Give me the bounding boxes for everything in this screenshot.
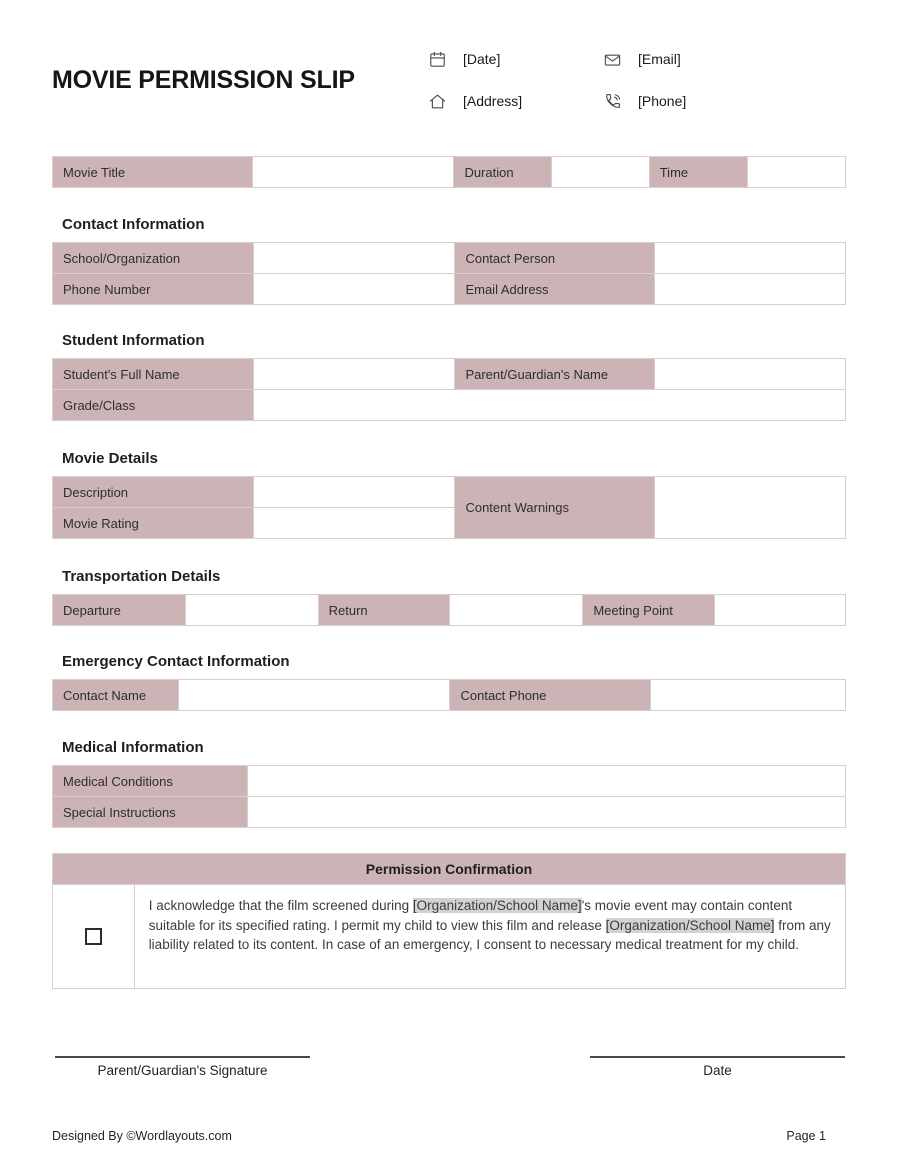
section-contact-information — [52, 214, 846, 305]
content-warnings-value[interactable] — [655, 477, 845, 538]
permission-confirmation-table — [52, 853, 846, 989]
signature-row — [55, 1056, 845, 1078]
school-label: School/Organization — [53, 243, 253, 273]
email-icon — [603, 50, 622, 69]
header-date — [428, 46, 603, 72]
movie-title-table — [52, 156, 846, 188]
description-value[interactable] — [254, 477, 455, 507]
departure-value[interactable] — [186, 595, 318, 625]
header-email — [603, 46, 686, 72]
phone-placeholder[interactable]: [Phone] — [638, 93, 687, 109]
page-title: MOVIE PERMISSION SLIP — [52, 66, 355, 94]
return-label: Return — [319, 595, 450, 625]
section-heading: Movie Details — [62, 450, 158, 467]
parent-signature-line: Parent/Guardian's Signature — [55, 1056, 310, 1078]
grade-value[interactable] — [254, 390, 845, 420]
permission-confirmation-heading: Permission Confirmation — [53, 854, 845, 884]
movie-details-table — [52, 476, 846, 539]
confirmation-text: I acknowledge that the film screened during [Organization/School Name]'s movie event may contain content suitable for its specified rating. I permit my child to view this film and release [Organization/School Name] from any liability related to its content. In case of an emergency, I consent to necessary medical treatment for my child. — [135, 885, 845, 988]
header-address — [428, 88, 603, 114]
emergency-table — [52, 679, 846, 711]
time-label: Time — [650, 157, 747, 187]
medical-conditions-label: Medical Conditions — [53, 766, 247, 796]
medical-table — [52, 765, 846, 828]
time-value[interactable] — [748, 157, 845, 187]
contact-person-value[interactable] — [655, 243, 845, 273]
section-student-information — [52, 330, 846, 421]
calendar-icon — [428, 50, 447, 69]
org-name-placeholder[interactable]: [Organization/School Name] — [412, 898, 582, 913]
emergency-phone-label: Contact Phone — [450, 680, 650, 710]
contact-person-label: Contact Person — [455, 243, 654, 273]
section-heading: Emergency Contact Information — [62, 653, 290, 670]
phone-icon — [603, 92, 622, 111]
special-instructions-value[interactable] — [248, 797, 845, 827]
student-table — [52, 358, 846, 421]
student-name-value[interactable] — [254, 359, 455, 389]
movie-title-value[interactable] — [253, 157, 453, 187]
emergency-name-value[interactable] — [179, 680, 449, 710]
return-value[interactable] — [450, 595, 582, 625]
section-heading: Student Information — [62, 332, 205, 349]
section-emergency-contact — [52, 651, 846, 711]
contact-table — [52, 242, 846, 305]
footer-credit: Designed By ©Wordlayouts.com — [52, 1129, 232, 1143]
section-heading: Contact Information — [62, 216, 205, 233]
page-footer — [52, 1129, 846, 1143]
header-phone — [603, 88, 686, 114]
permission-checkbox[interactable] — [85, 928, 102, 945]
meeting-point-label: Meeting Point — [583, 595, 714, 625]
emergency-phone-value[interactable] — [651, 680, 845, 710]
section-movie-details — [52, 448, 846, 539]
transportation-table — [52, 594, 846, 626]
content-warnings-label: Content Warnings — [455, 477, 654, 538]
movie-rating-label: Movie Rating — [53, 508, 253, 538]
section-medical-information — [52, 737, 846, 828]
phone-number-value[interactable] — [254, 274, 455, 304]
phone-number-label: Phone Number — [53, 274, 253, 304]
section-heading: Medical Information — [62, 739, 204, 756]
grade-label: Grade/Class — [53, 390, 253, 420]
email-address-value[interactable] — [655, 274, 845, 304]
description-label: Description — [53, 477, 253, 507]
checkbox-cell — [53, 885, 134, 988]
section-transportation-details — [52, 566, 846, 626]
duration-label: Duration — [454, 157, 550, 187]
movie-title-label: Movie Title — [53, 157, 252, 187]
org-name-placeholder[interactable]: [Organization/School Name] — [605, 917, 775, 933]
address-placeholder[interactable]: [Address] — [463, 93, 523, 109]
special-instructions-label: Special Instructions — [53, 797, 247, 827]
emergency-name-label: Contact Name — [53, 680, 178, 710]
email-address-label: Email Address — [455, 274, 654, 304]
section-heading: Transportation Details — [62, 568, 221, 585]
medical-conditions-value[interactable] — [248, 766, 845, 796]
parent-name-label: Parent/Guardian's Name — [455, 359, 654, 389]
date-placeholder[interactable]: [Date] — [463, 51, 501, 67]
header-contact-block — [428, 46, 686, 114]
date-signature-line: Date — [590, 1056, 845, 1078]
movie-rating-value[interactable] — [254, 508, 455, 538]
footer-page-number: Page 1 — [786, 1129, 826, 1143]
email-placeholder[interactable]: [Email] — [638, 51, 681, 67]
school-value[interactable] — [254, 243, 455, 273]
departure-label: Departure — [53, 595, 185, 625]
house-icon — [428, 92, 447, 111]
student-name-label: Student's Full Name — [53, 359, 253, 389]
duration-value[interactable] — [552, 157, 649, 187]
meeting-point-value[interactable] — [715, 595, 845, 625]
parent-name-value[interactable] — [655, 359, 845, 389]
